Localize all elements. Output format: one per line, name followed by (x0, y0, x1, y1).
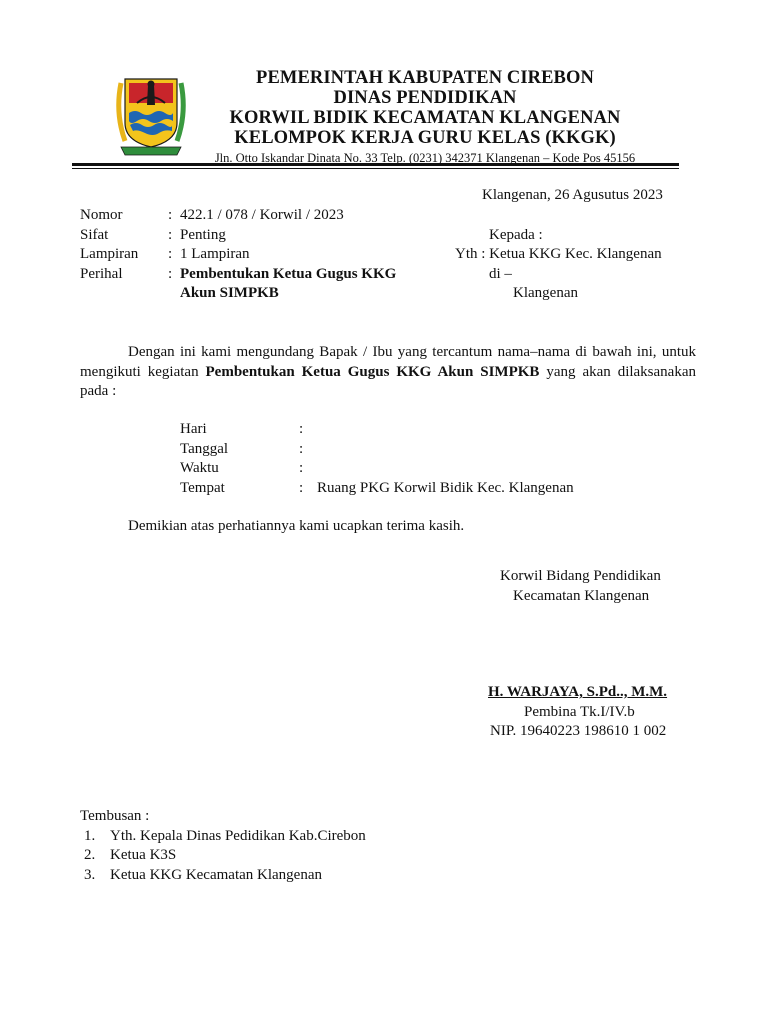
recipient-kepada: Kepada : (489, 226, 543, 243)
tembusan-heading: Tembusan : (80, 808, 150, 824)
tempat-value: Ruang PKG Korwil Bidik Kec. Klangenan (317, 479, 574, 496)
nomor-colon: : (168, 207, 173, 223)
invitation-text-end: yang akan dilaksanakan pada : (80, 363, 696, 399)
recipient-di: di – (489, 265, 512, 282)
date-place: Klangenan, 26 Agusutus 2023 (482, 187, 663, 203)
signatory-title-line1: Korwil Bidang Pendidikan (500, 568, 661, 584)
letterhead (205, 68, 645, 166)
letterhead-line-office: DINAS PENDIDIKAN (333, 88, 517, 108)
letterhead-divider-thin (72, 168, 679, 169)
recipient-yth: Yth : Ketua KKG Kec. Klangenan (455, 246, 662, 262)
letterhead-address: Jln. Otto Iskandar Dinata No. 33 Telp. (0231) 342371 Klangenan – Kode Pos 45156 (214, 151, 636, 165)
tembusan-item: Ketua KKG Kecamatan Klangenan (110, 866, 322, 883)
invitation-text-start: Dengan ini kami mengundang Bapak / Ibu yang tercantum nama–nama di bawah ini, untuk mengikuti kegiatan (80, 344, 696, 380)
perihal-label: Perihal (80, 265, 123, 282)
nomor-value: 422.1 / 078 / Korwil / 2023 (180, 207, 344, 223)
invitation-text-activity: Pembentukan Ketua Gugus KKG Akun SIMPKB (205, 363, 540, 380)
perihal-value-line1: Pembentukan Ketua Gugus KKG (180, 265, 397, 282)
hari-label: Hari (180, 421, 207, 437)
sifat-colon: : (168, 226, 173, 243)
tembusan-item-number: 2. (84, 847, 96, 863)
signatory-title-line2: Kecamatan Klangenan (513, 587, 650, 604)
nomor-label: Nomor (80, 207, 123, 223)
hari-colon: : (299, 421, 304, 437)
perihal-colon: : (168, 265, 173, 282)
letterhead-divider-thick (72, 163, 679, 166)
letterhead-line-government: PEMERINTAH KABUPATEN CIREBON (256, 68, 594, 88)
lampiran-label: Lampiran (80, 246, 139, 262)
sifat-label: Sifat (80, 226, 109, 243)
waktu-label: Waktu (180, 460, 219, 476)
regency-emblem-logo (115, 73, 187, 161)
perihal-value-line2: Akun SIMPKB (180, 285, 279, 301)
closing-sentence: Demikian atas perhatiannya kami ucapkan terima kasih. (128, 518, 465, 534)
signatory-name: H. WARJAYA, S.Pd.., M.M. (488, 684, 668, 700)
lampiran-colon: : (168, 246, 173, 262)
tembusan-item-number: 3. (84, 866, 96, 883)
tanggal-label: Tanggal (180, 440, 229, 457)
sifat-value: Penting (180, 226, 226, 243)
tembusan-item-number: 1. (84, 827, 96, 844)
tembusan-item: Ketua K3S (110, 847, 177, 863)
tanggal-colon: : (299, 440, 304, 457)
tempat-label: Tempat (180, 479, 225, 496)
waktu-colon: : (299, 460, 304, 476)
invitation-paragraph (80, 343, 696, 402)
signatory-nip: NIP. 19640223 198610 1 002 (490, 723, 667, 739)
letterhead-line-korwil: KORWIL BIDIK KECAMATAN KLANGENAN (229, 108, 621, 128)
signatory-rank: Pembina Tk.I/IV.b (524, 703, 635, 720)
recipient-place: Klangenan (513, 285, 578, 301)
letterhead-line-group: KELOMPOK KERJA GURU KELAS (KKGK) (234, 128, 616, 148)
tembusan-item: Yth. Kepala Dinas Pedidikan Kab.Cirebon (110, 827, 366, 844)
lampiran-value: 1 Lampiran (180, 246, 250, 262)
tempat-colon: : (299, 479, 304, 496)
